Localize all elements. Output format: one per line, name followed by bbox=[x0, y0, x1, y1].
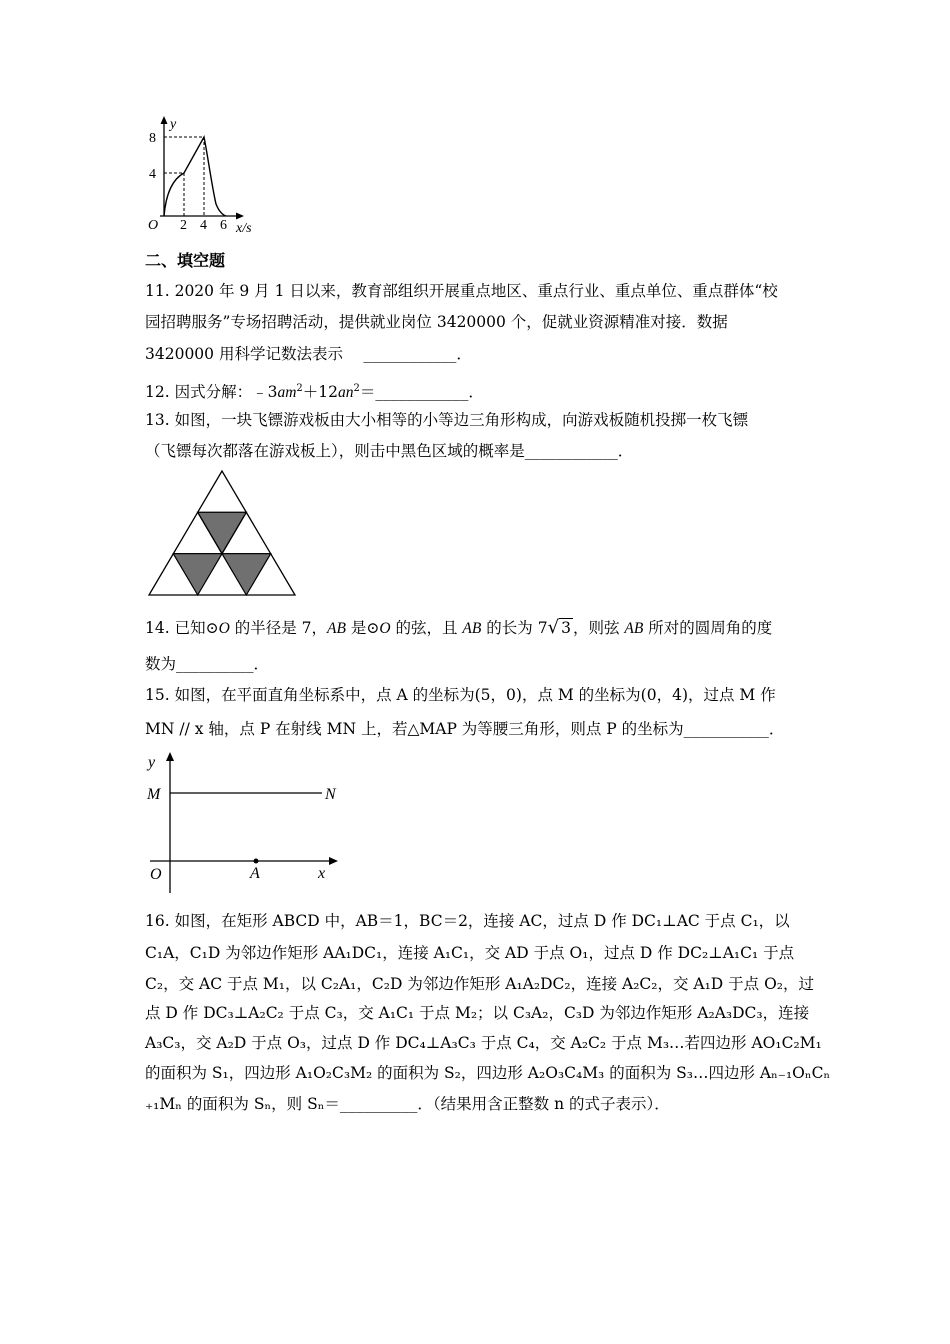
origin-label: O bbox=[150, 866, 162, 883]
q16-line5: A₃C₃，交 A₂D 于点 O₃，过点 D 作 DC₄⊥A₃C₃ 于点 C₄，交 A₂C₂ 于点 M₃…若四边形 AO₁C₂M₁ bbox=[145, 1034, 822, 1052]
q11-line3: 3420000 用科学记数法表示 ____________． bbox=[145, 345, 472, 363]
x-label: x/s bbox=[236, 221, 252, 236]
x-tick-4: 4 bbox=[200, 218, 207, 233]
function-graph-figure bbox=[140, 112, 265, 237]
q16-line6: 的面积为 S₁，四边形 A₁O₂C₃M₂ 的面积为 S₂，四边形 A₂O₃C₄M₃ 的面积为 S₃…四边形 Aₙ₋₁OₙCₙ bbox=[145, 1064, 831, 1082]
y-axis-arrow bbox=[161, 116, 168, 124]
q15-line2: MN // x 轴，点 P 在射线 MN 上，若△MAP 为等腰三角形，则点 P 的坐标为___________． bbox=[145, 720, 785, 738]
A-label: A bbox=[250, 865, 260, 882]
x-tick-2: 2 bbox=[180, 218, 187, 233]
coordinate-figure bbox=[140, 748, 355, 898]
point-A bbox=[254, 859, 259, 864]
x-axis-arrow bbox=[329, 857, 338, 865]
q13-line2: （飞镖每次都落在游戏板上），则击中黑色区域的概率是____________． bbox=[145, 442, 634, 460]
y-axis-arrow bbox=[166, 752, 174, 761]
q16-line3: C₂，交 AC 于点 M₁，以 C₂A₁，C₂D 为邻边作矩形 A₁A₂DC₂，连接 A₂C₂，交 A₁D 于点 O₂，过 bbox=[145, 975, 815, 993]
q16-line4: 点 D 作 DC₃⊥A₂C₂ 于点 C₃，交 A₁C₁ 于点 M₂；以 C₃A₂，C₃D 为邻边作矩形 A₂A₃DC₃，连接 bbox=[145, 1004, 810, 1022]
function-curve bbox=[164, 137, 226, 216]
q14-line1: 14. 已知⊙O 的半径是 7，AB 是⊙O 的弦，且 AB 的长为 7√ 3 ，则弦 AB 所对的圆周角的度 bbox=[145, 617, 773, 638]
q13-line1: 13. 如图，一块飞镖游戏板由大小相等的小等边三角形构成，向游戏板随机投掷一枚飞镖 bbox=[145, 411, 749, 429]
q16-line7: ₊₁Mₙ 的面积为 Sₙ，则 Sₙ＝__________．（结果用含正整数 n 的式子表示）． bbox=[145, 1095, 670, 1113]
q14-line2: 数为__________． bbox=[145, 655, 270, 673]
origin-label: O bbox=[148, 218, 159, 233]
M-label: M bbox=[147, 786, 161, 803]
q11-line1: 11. 2020 年 9 月 1 日以来，教育部组织开展重点地区、重点行业、重点单位、重点群体“校 bbox=[145, 282, 778, 300]
sqrt-symbol: √ bbox=[547, 617, 560, 638]
x-tick-6: 6 bbox=[220, 218, 227, 233]
section-heading: 二、填空题 bbox=[145, 251, 226, 270]
y-label: y bbox=[148, 754, 156, 771]
q12-line: 12. 因式分解：$﹣3am^2+12an^2=\_\_\_\_\_\_\_\_\_\_\_\_$． bbox=[145, 383, 484, 402]
dartboard-figure bbox=[140, 466, 305, 601]
N-label: N bbox=[325, 786, 336, 803]
q15-line1: 15. 如图，在平面直角坐标系中，点 A 的坐标为(5，0)，点 M 的坐标为(0，4)，过点 M 作 bbox=[145, 686, 776, 704]
q16-line1: 16. 如图，在矩形 ABCD 中，AB＝1，BC＝2，连接 AC，过点 D 作 DC₁⊥AC 于点 C₁，以 bbox=[145, 912, 790, 930]
y-tick-8: 8 bbox=[149, 131, 156, 146]
x-label: x bbox=[318, 865, 326, 882]
q16-line2: C₁A，C₁D 为邻边作矩形 AA₁DC₁，连接 A₁C₁，交 AD 于点 O₁，过点 D 作 DC₂⊥A₁C₁ 于点 bbox=[145, 944, 795, 962]
y-tick-4: 4 bbox=[149, 167, 156, 182]
q11-line2: 园招聘服务”专场招聘活动，提供就业岗位 3420000 个，促就业资源精准对接．数据 bbox=[145, 313, 728, 331]
x-axis-arrow bbox=[236, 213, 244, 220]
y-label: y bbox=[170, 117, 177, 132]
